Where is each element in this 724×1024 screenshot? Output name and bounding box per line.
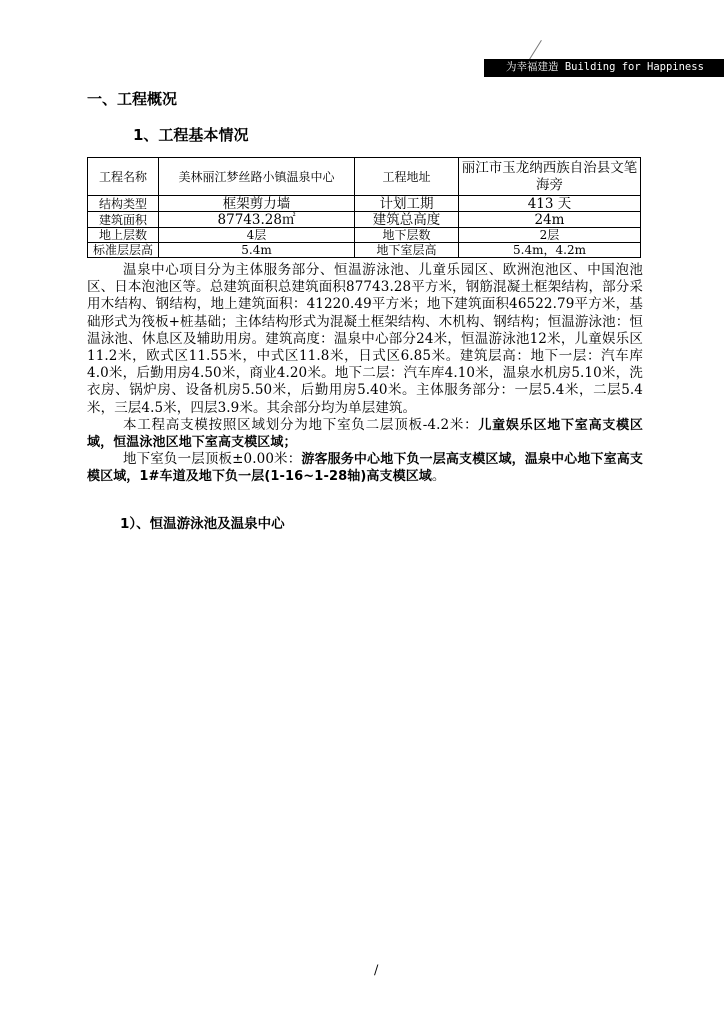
table-row — [88, 196, 641, 212]
table-cell: 地上层数 — [88, 228, 159, 243]
table-cell: 2层 — [459, 228, 641, 243]
paragraph-bold-text: 游客服务中心地下负一层高支模区域，温泉中心地下室高支模区域，1#车道及地下负一层(1-16~1-28轴) — [87, 452, 643, 485]
table-cell: 413 天 — [459, 196, 641, 212]
table-cell: 4层 — [159, 228, 355, 243]
table-cell: 建筑总高度 — [355, 212, 459, 228]
table-cell: 5.4m — [159, 243, 355, 258]
table-cell: 地下层数 — [355, 228, 459, 243]
table-cell: 计划工期 — [355, 196, 459, 212]
table-cell: 工程名称 — [88, 158, 159, 196]
table-cell: 地下室层高 — [355, 243, 459, 258]
table-row — [88, 243, 641, 258]
subsection-title: 1、工程基本情况 — [133, 126, 249, 144]
header-banner-text: 为幸福建造 Building for Happiness — [506, 61, 704, 73]
header-banner — [484, 59, 724, 76]
project-info-table — [87, 157, 641, 258]
paragraph-overview: 温泉中心项目分为主体服务部分、恒温游泳池、儿童乐园区、欧洲泡池区、中国泡池区、日本泡池区等。总建筑面积总建筑面积87743.28平方米，钢筋混凝土框架结构，部分采用木结构、钢结构，地上建筑面积：41220.49平方米；地下建筑面积46522.79平方米，基础形式为筏板+桩基础；主体结构形式为混凝土框架结构、木机构、钢结构；恒温游泳池：恒温泳池、休息区及辅助用房。建筑高度：温泉中心部分24米，恒温游泳池12米，儿童娱乐区11.2米，欧式区11.55米，中式区11.8米，日式区6.85米。建筑层高：地下一层：汽车库4.0米，后勤用房4.50米，商业4.20米。地下二层：汽车库4.10米，温泉水机房5.10米，洗衣房、锅炉房、设备机房5.50米，后勤用房5.40米。主体服务部分：一层5.4米，二层5.4米，三层4.5米，四层3.9米。其余部分均为单层建筑。 — [87, 262, 643, 416]
table-row — [88, 212, 641, 228]
paragraph-bold-text: 高支模区域 — [366, 469, 432, 485]
page-number: / — [374, 963, 379, 978]
paragraph-formwork-b2 — [87, 417, 643, 451]
section-title: 一、工程概况 — [87, 90, 178, 108]
paragraph-bold-text: 儿童娱乐区地下室高支模区域，恒温泳池区地下室高支模区域； — [87, 417, 643, 451]
paragraph-text: 。 — [431, 468, 446, 485]
table-cell: 5.4m，4.2m — [459, 243, 641, 258]
paragraph-formwork-b1 — [87, 451, 643, 485]
table-cell: 框架剪力墙 — [159, 196, 355, 212]
table-cell: 标准层层高 — [88, 243, 159, 258]
body-text — [87, 262, 643, 486]
table-cell: 24m — [459, 212, 641, 228]
table-row — [88, 228, 641, 243]
table-row — [88, 158, 641, 196]
table-cell: 丽江市玉龙纳西族自治县文笔海旁 — [459, 158, 641, 196]
table-cell: 工程地址 — [355, 158, 459, 196]
table-cell: 结构类型 — [88, 196, 159, 212]
header-rule — [484, 76, 724, 77]
table-cell: 87743.28㎡ — [159, 212, 355, 228]
table-cell: 建筑面积 — [88, 212, 159, 228]
paragraph-text: 地下室负一层顶板±0.00米： — [123, 451, 302, 468]
paragraph-text: 本工程高支模按照区域划分为地下室负二层顶板-4.2米： — [123, 416, 479, 433]
subsubsection-title: 1）、恒温游泳池及温泉中心 — [120, 516, 285, 532]
table-cell: 美林丽江梦丝路小镇温泉中心 — [159, 158, 355, 196]
